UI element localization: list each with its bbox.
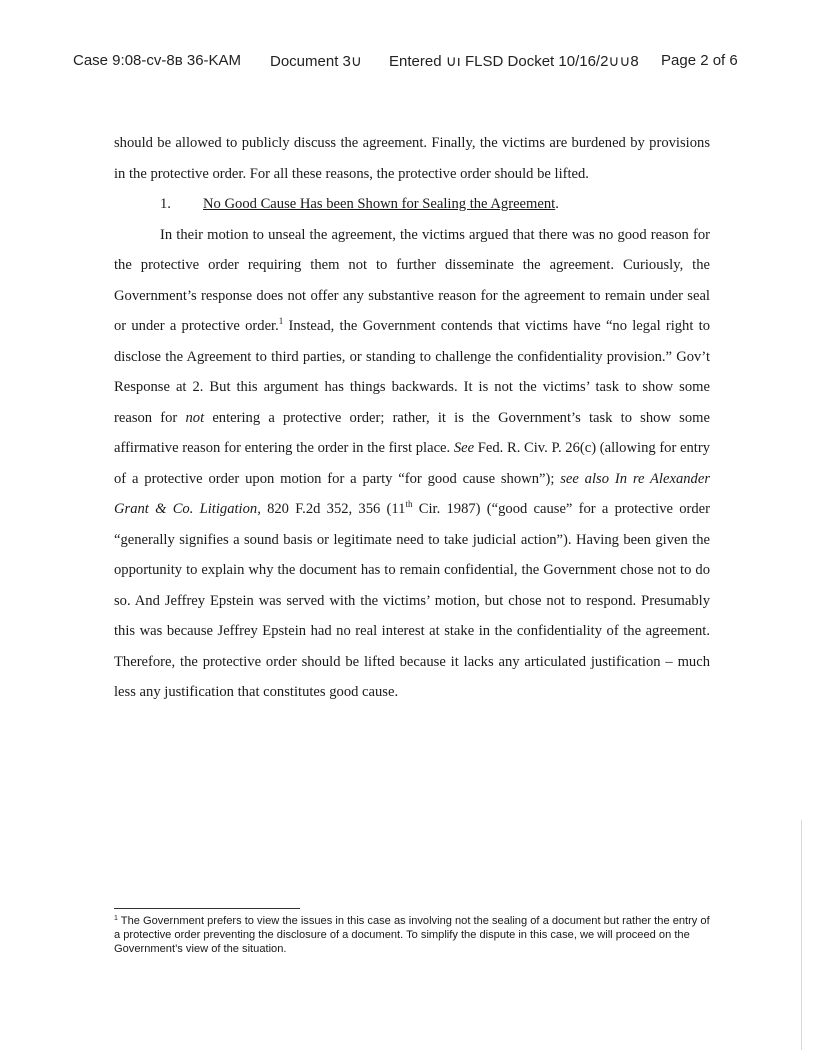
footnote-marker: 1 xyxy=(114,915,118,922)
paragraph-2-text-d: Fed. R. Civ. P. 26(c) (allowing for entry of a protective order upon motion for a party “for good cause shown”); xyxy=(114,440,710,487)
document-body xyxy=(114,128,710,708)
document-number: Document 3∪ xyxy=(270,53,362,70)
page-number: Page 2 of 6 xyxy=(661,52,738,69)
paragraph-2-text-a: In their motion to unseal the agreement, the victims argued that there was no good reason for the protective order requiring them not to further disseminate the agreement. Curiously, the Government’s response does not offer any substantive reason for the agreement to remain under seal or under a protective order. xyxy=(114,226,710,334)
paragraph-2-text-b: Instead, the Government contends that victims have “no legal right to disclose the Agreement to third parties, or standing to challenge the confidentiality provision.” Gov’t Response at 2. But this argument has things backwards. It is not the victims’ task to show some reason for xyxy=(114,318,710,426)
footnote-divider xyxy=(114,908,300,909)
paragraph-1: should be allowed to publicly discuss the agreement. Finally, the victims are burdened by provisions in the protective order. For all these reasons, the protective order should be lifted. xyxy=(114,135,710,182)
footnote-reference: 1 xyxy=(278,316,284,326)
paragraph-2-text-c: entering a protective order; rather, it is the Government’s task to show some affirmative reason for entering the order in the first place. xyxy=(114,409,710,456)
footnote xyxy=(114,914,710,956)
paragraph-2 xyxy=(114,220,710,708)
section-heading xyxy=(114,189,710,220)
footnote-text: The Government prefers to view the issues in this case as involving not the sealing of a document but rather the entry of a protective order preventing the disclosure of a document. To simplify the dispute in this case, we will proceed on the Government’s view of the situation. xyxy=(114,915,710,955)
italic-see: See xyxy=(453,440,475,456)
ordinal-superscript: th xyxy=(405,499,413,509)
paragraph-2-text-e: , 820 F.2d 352, 356 (11 xyxy=(257,501,406,517)
section-number: 1. xyxy=(160,196,171,212)
entered-docket: Entered ∪ı FLSD Docket 10/16/2∪∪8 xyxy=(389,53,639,70)
case-number: Case 9:08-cv-8ʙ 36-KAM xyxy=(73,52,242,69)
section-title: No Good Cause Has been Shown for Sealing the Agreement xyxy=(203,196,556,212)
italic-not: not xyxy=(185,409,205,426)
case-citation: see also In re Alexander Grant & Co. Litigation xyxy=(114,470,710,517)
paragraph-2-text-f: Cir. 1987) (“good cause” for a protective order “generally signifies a sound basis or legitimate need to take judicial action”). Having been given the opportunity to explain why the document has to remain confidential, the Government chose not to do so. And Jeffrey Epstein was served with the victims’ motion, but chose not to respond. Presumably this was because Jeffrey Epstein had no real interest at stake in the confidentiality of the agreement. Therefore, the protective order should be lifted because it lacks any articulated justification – much less any justification that constitutes good cause. xyxy=(114,501,711,700)
scan-edge-artifact xyxy=(801,820,802,1050)
section-title-end: . xyxy=(555,196,559,212)
